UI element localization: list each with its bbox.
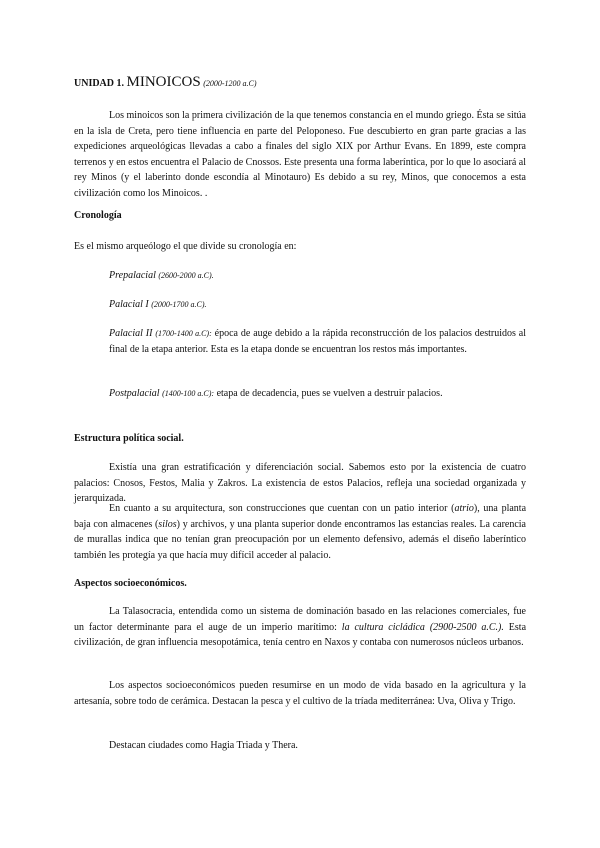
text-segment: En cuanto a su arquitectura, son construcciones que cuentan con un patio interior ( [109, 503, 455, 514]
cultura-dates: (2900-2500 a.C.). [429, 621, 504, 633]
cronologia-item [109, 268, 526, 284]
text-segment: ) y archivos, y una planta superior donde encontramos las estancias reales. La carencia de murallas indica que no tenían gran preocupación por un elemento defensivo, además el diseño laberíntico también les protegía ya que hacía muy difícil acceder al palacio. [74, 518, 526, 561]
estructura-paragraph-2 [74, 501, 526, 563]
aspectos-heading: Aspectos socioeconómicos. [74, 578, 187, 589]
cronologia-item [109, 386, 526, 402]
period-name: Prepalacial [109, 270, 156, 281]
aspectos-paragraph-1 [74, 604, 526, 651]
period-dates: (2000-1700 a.C). [151, 300, 207, 309]
cronologia-item [109, 326, 526, 357]
period-name: Palacial II [109, 328, 153, 339]
intro-text: Los minoicos son la primera civilización de la que tenemos constancia en el mundo griego. Ésta se sitúa en la isla de Creta, pero tiene influencia en parte del Peloponeso. Fue descubierto en gran parte gracias a las expediciones arqueológicas llevadas a cabo a finales del siglo XIX por Arthur Evans. En 1899, este compra terrenos y en estos encuentra el Palacio de Cnossos. Este presenta una forma laberíntica, por lo que lo asociará al rey Minos (y el laberinto donde escondía al Minotauro) Es debido a su rey, Minos, que conocemos a esta civilización como los [74, 110, 526, 199]
term-silos: silos [158, 518, 177, 530]
intro-paragraph [74, 108, 526, 202]
period-name: Postpalacial [109, 388, 160, 399]
period-description: época de auge debido a la rápida reconstrucción de los palacios destruidos al final de la etapa anterior. Esta es la etapa donde se encuentran los restos más importantes. [109, 328, 527, 355]
text-segment: ), una planta baja con almacenes ( [74, 503, 527, 530]
aspectos-paragraph-3: Destacan ciudades como Hagia Triada y Thera. [109, 740, 298, 751]
unit-name: MINOICOS [126, 74, 201, 90]
period-dates: (1400-100 a.C): [162, 389, 215, 398]
aspectos-paragraph-2: Los aspectos socioeconómicos pueden resumirse en un modo de vida basado en la agricultura y la artesanía, sobre todo de cerámica. Destacan la pesca y el cultivo de la tríada mediterránea: Uva, Oliva y Trigo. [74, 680, 526, 707]
period-dates: (2600-2000 a.C). [158, 271, 214, 280]
estructura-heading: Estructura política social. [74, 433, 184, 444]
term-atrio: atrio [454, 503, 474, 514]
period-dates: (1700-1400 a.C): [155, 329, 212, 338]
intro-text-end: Minoicos. . [162, 187, 208, 199]
text-segment: Esta civilización, de gran influencia mesopotámica, tenía centro en Naxos y contaba con numerosos núcleos urbanos. [74, 621, 527, 649]
period-description: etapa de decadencia, pues se vuelven a destruir palacios. [216, 388, 443, 399]
cronologia-intro: Es el mismo arqueólogo el que divide su cronología en: [74, 241, 297, 252]
cronologia-heading: Cronología [74, 210, 122, 221]
page-title [74, 74, 257, 91]
period-name: Palacial I [109, 299, 149, 310]
estructura-paragraph-1: Existía una gran estratificación y diferenciación social. Sabemos esto por la existencia de cuatro palacios: Cnosos, Festos, Malia y Zakros. La existencia de estos Palacios, refleja una sociedad organizada y jerarquizada. [74, 462, 526, 505]
unit-label: UNIDAD 1. [74, 78, 124, 89]
cronologia-item [109, 297, 526, 313]
text-segment: La Talasocracia, entendida como un sistema de dominación basado en las relaciones comerciales, fue un factor determinante para el auge de un imperio marítimo: [74, 606, 526, 633]
term-cultura-ciclada: la cultura cicládica [341, 621, 425, 633]
unit-dates: (2000-1200 a.C) [203, 79, 257, 88]
